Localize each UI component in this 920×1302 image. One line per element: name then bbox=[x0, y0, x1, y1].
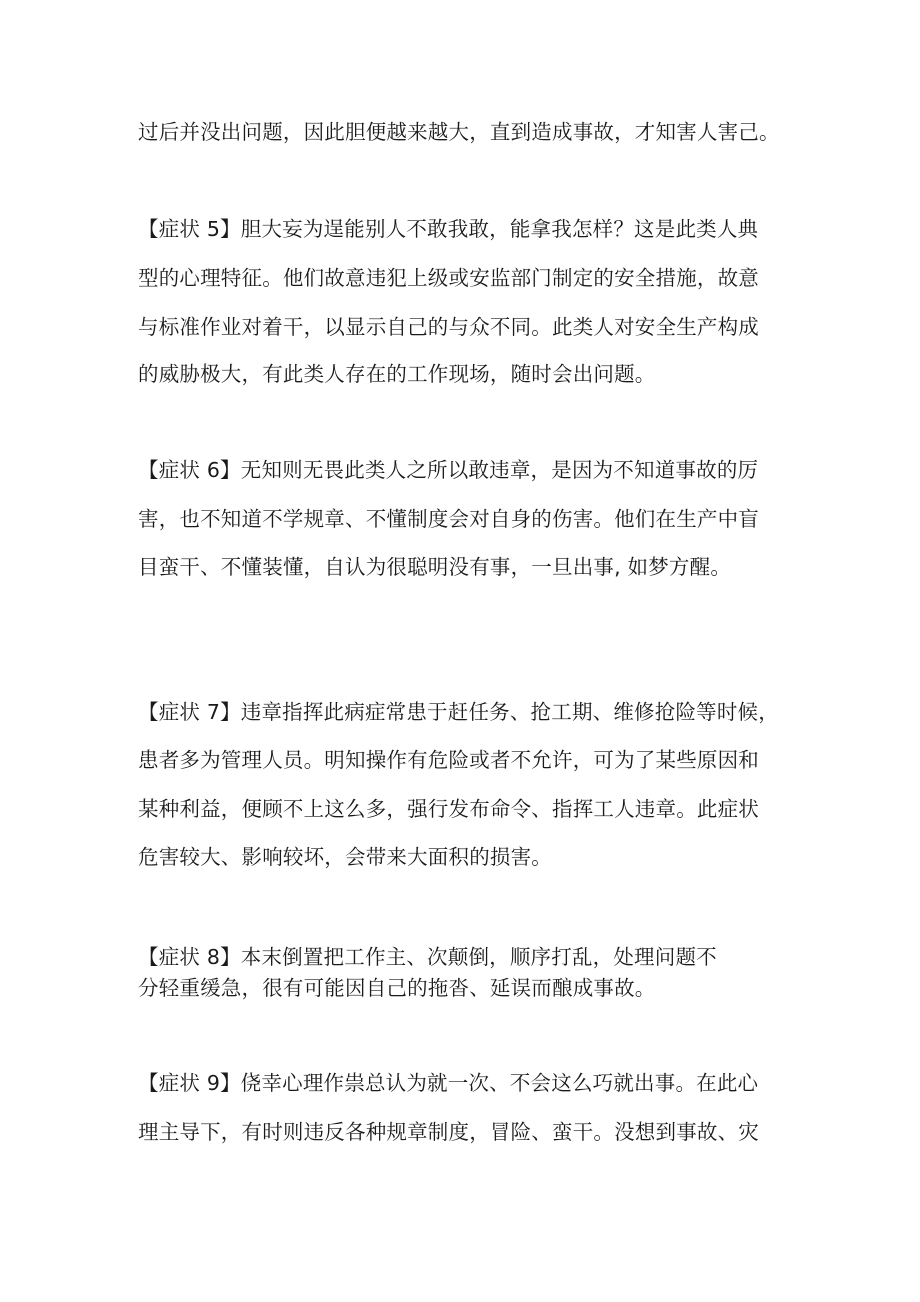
symptom-9-line-1: 【症状 9】侥幸心理作祟总认为就一次、不会这么巧就出事。在此心 bbox=[138, 1071, 759, 1095]
symptom-5-line-2: 型的心理特征。他们故意违犯上级或安监部门制定的安全措施，故意 bbox=[138, 266, 759, 290]
symptom-7-line-2: 患者多为管理人员。明知操作有危险或者不允许，可为了某些原因和 bbox=[138, 748, 759, 772]
symptom-8-line-1: 【症状 8】本末倒置把工作主、次颠倒，顺序打乱，处理问题不 bbox=[138, 945, 717, 969]
paragraph-4-line-end: 过后并没出问题，因此胆便越来越大，直到造成事故，才知害人害己。 bbox=[138, 120, 780, 144]
symptom-7-line-4: 危害较大、影响较坏，会带来大面积的损害。 bbox=[138, 845, 552, 869]
symptom-9-line-2: 理主导下，有时则违反各种规章制度，冒险、蛮干。没想到事故、灾 bbox=[138, 1120, 759, 1144]
symptom-5-line-1: 【症状 5】胆大妄为逞能别人不敢我敢，能拿我怎样？这是此类人典 bbox=[138, 217, 759, 241]
symptom-6-line-2: 害，也不知道不学规章、不懂制度会对自身的伤害。他们在生产中盲 bbox=[138, 507, 759, 531]
symptom-8-line-2: 分轻重缓急，很有可能因自己的拖沓、延误而酿成事故。 bbox=[138, 976, 656, 1000]
symptom-6-line-3: 目蛮干、不懂装懂，自认为很聪明没有事，一旦出事, 如梦方醒。 bbox=[138, 555, 732, 579]
symptom-7-line-1: 【症状 7】违章指挥此病症常患于赶任务、抢工期、维修抢险等时候， bbox=[138, 700, 779, 724]
symptom-5-line-4: 的威胁极大，有此类人存在的工作现场，随时会出问题。 bbox=[138, 362, 656, 386]
symptom-7-line-3: 某种利益，便顾不上这么多，强行发布命令、指挥工人违章。此症状 bbox=[138, 797, 759, 821]
symptom-6-line-1: 【症状 6】无知则无畏此类人之所以敢违章，是因为不知道事故的厉 bbox=[138, 458, 759, 482]
symptom-5-line-3: 与标准作业对着干，以显示自己的与众不同。此类人对安全生产构成 bbox=[138, 315, 759, 339]
